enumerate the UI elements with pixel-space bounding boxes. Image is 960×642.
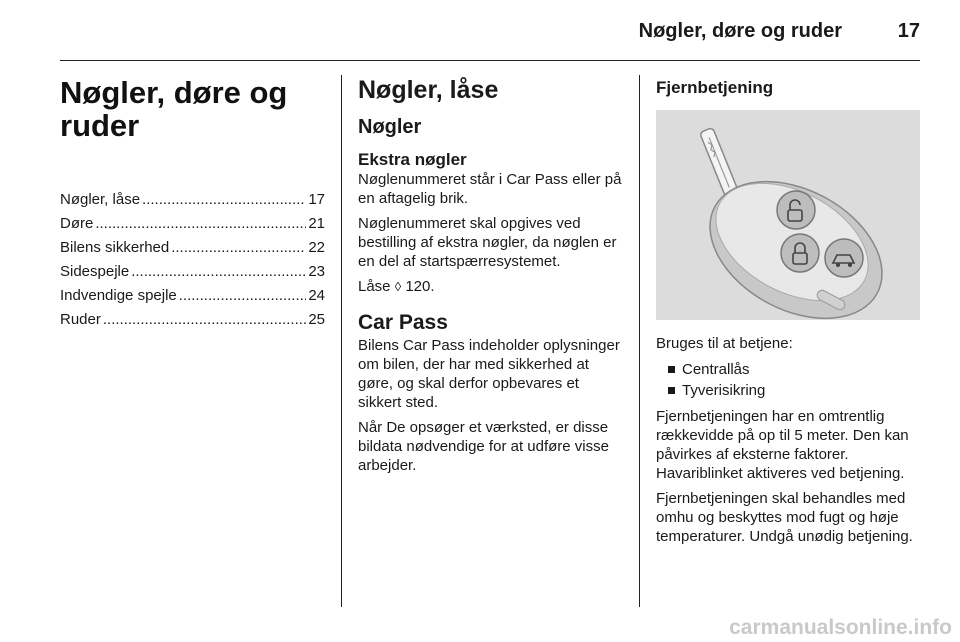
section-title: Nøgler, låse — [358, 76, 499, 104]
reference-page[interactable]: 120. — [405, 278, 435, 295]
cross-reference — [358, 277, 623, 296]
paragraph: Fjernbetjeningen skal behandles med omhu og beskyttes mod fugt og høje temperaturer. Undgå unødig betjening. — [656, 490, 913, 545]
car-pass-heading: Car Pass — [358, 311, 448, 334]
paragraph: Nøglenummeret står i Car Pass eller på en aftagelig brik. — [358, 171, 622, 207]
toc-entry[interactable] — [60, 308, 325, 332]
toc-page: 25 — [308, 311, 325, 328]
remote-control-column — [656, 76, 922, 552]
toc-leader — [171, 236, 306, 260]
toc-label: Nøgler, låse — [60, 191, 141, 208]
paragraph: Når De opsøger et værksted, er disse bildata nødvendige for at udføre visse arbejder. — [358, 419, 609, 474]
toc-page: 23 — [308, 263, 325, 280]
bullet-icon — [668, 366, 675, 373]
list-item-label: Tyverisikring — [682, 382, 766, 399]
chapter-title: Nøgler, døre og ruder — [60, 75, 288, 143]
car-icon — [825, 239, 863, 277]
list-item — [656, 359, 922, 380]
toc-entry[interactable] — [60, 260, 325, 284]
column-divider — [341, 75, 342, 607]
toc-leader — [179, 284, 307, 308]
remote-key-illustration — [656, 110, 920, 320]
reference-arrow-icon: ◊ — [394, 279, 402, 294]
chapter-column — [60, 76, 325, 332]
list-item-label: Centrallås — [682, 361, 750, 378]
function-list — [656, 359, 922, 401]
header-title: Nøgler, døre og ruder — [638, 20, 842, 42]
paragraph: Bruges til at betjene: — [656, 335, 793, 352]
toc-page: 17 — [308, 191, 325, 208]
toc-entry[interactable] — [60, 236, 325, 260]
list-item — [656, 380, 922, 401]
reference-text: Låse — [358, 278, 391, 295]
toc-label: Indvendige spejle — [60, 287, 177, 304]
paragraph: Nøglenummeret skal opgives ved bestilling af ekstra nøgler, da nøglen er en del af startspærresystemet. — [358, 215, 617, 270]
paragraph: Bilens Car Pass indeholder oplysninger om bilen, der har med sikkerhed at gøre, og skal derfor opbevares et sikkert sted. — [358, 337, 620, 411]
toc-entry[interactable] — [60, 188, 325, 212]
toc-page: 22 — [308, 239, 325, 256]
toc-label: Døre — [60, 215, 94, 232]
toc-leader — [142, 188, 306, 212]
keys-locks-column — [358, 76, 623, 481]
page-number: 17 — [897, 20, 920, 42]
toc-leader — [95, 212, 306, 236]
toc-label: Bilens sikkerhed — [60, 239, 170, 256]
toc-page: 21 — [308, 215, 325, 232]
subsection-title: Nøgler — [358, 116, 422, 138]
remote-key-image — [656, 110, 920, 320]
toc-page: 24 — [308, 287, 325, 304]
remote-heading: Fjernbetjening — [656, 78, 774, 97]
unlock-icon — [777, 191, 815, 229]
bullet-icon — [668, 387, 675, 394]
extra-keys-heading: Ekstra nøgler — [358, 150, 467, 169]
toc-label: Sidespejle — [60, 263, 130, 280]
toc-leader — [103, 308, 306, 332]
lock-icon — [781, 234, 819, 272]
table-of-contents — [60, 188, 325, 332]
column-divider — [639, 75, 640, 607]
toc-entry[interactable] — [60, 212, 325, 236]
watermark: carmanualsonline.info — [729, 616, 952, 639]
toc-label: Ruder — [60, 311, 101, 328]
page-header — [60, 0, 920, 61]
toc-leader — [131, 260, 306, 284]
toc-entry[interactable] — [60, 284, 325, 308]
paragraph: Fjernbetjeningen har en omtrentlig rækkevidde på op til 5 meter. Den kan påvirkes af eksterne faktorer. Havariblinket aktiveres ved betjening. — [656, 408, 909, 482]
